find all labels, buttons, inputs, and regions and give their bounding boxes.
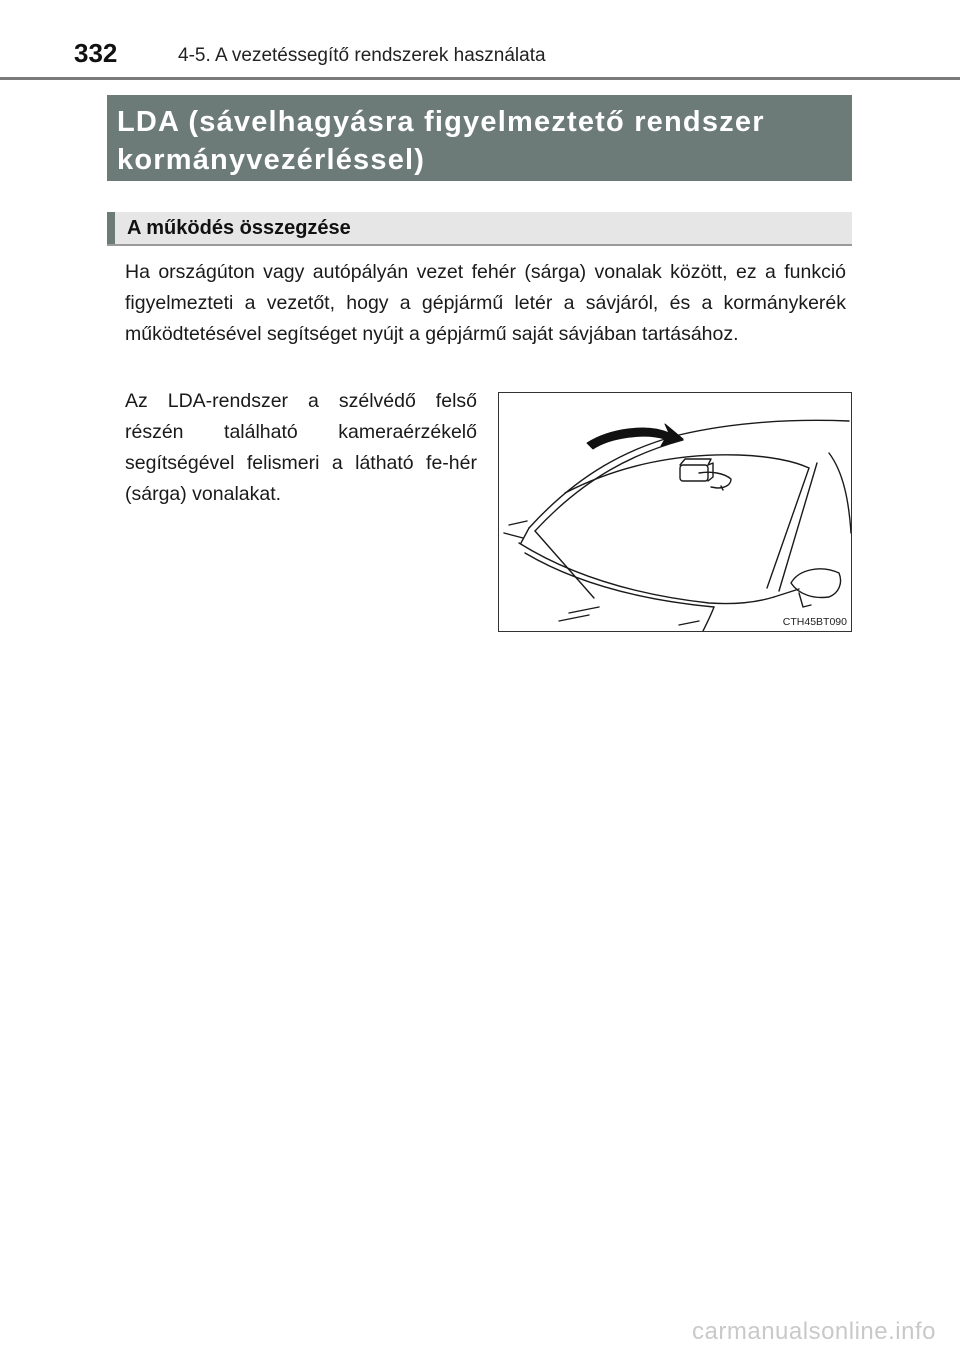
subsection-title: A működés összegzése: [127, 217, 351, 239]
windshield-bottom: [519, 543, 774, 604]
pointer-arrow: [587, 424, 683, 449]
page-number: 332: [74, 38, 118, 68]
figure-code: CTH45BT090: [782, 616, 847, 628]
figure-windshield-camera: [498, 392, 852, 632]
a-pillar-right: [767, 468, 809, 588]
paragraph-camera: Az LDA-rendszer a szélvédő felső részén található kameraérzékelő segítségével felismeri a látható fe-hér (sárga) vonalakat.: [125, 390, 477, 505]
section-banner: [107, 95, 852, 181]
watermark: carmanualsonline.info: [692, 1318, 936, 1345]
paragraph-intro: Ha országúton vagy autópályán vezet fehér (sárga) vonalak között, ez a funkció figyelmezteti a vezetőt, hogy a gépjármű letér a sávjáról, és a kormánykerék működtetésével segítséget nyújt a gépjármű saját sávjában tartásához.: [125, 261, 846, 345]
running-header: 4-5. A vezetéssegítő rendszerek használata: [178, 45, 546, 66]
subsection-accent: [107, 212, 115, 244]
header-rule: [0, 77, 960, 80]
section-title: LDA (sávelhagyásra figyelmeztető rendszer kormányvezérléssel): [117, 106, 765, 176]
subsection-bar: [107, 212, 852, 246]
windshield-camera-illustration: [499, 393, 851, 631]
